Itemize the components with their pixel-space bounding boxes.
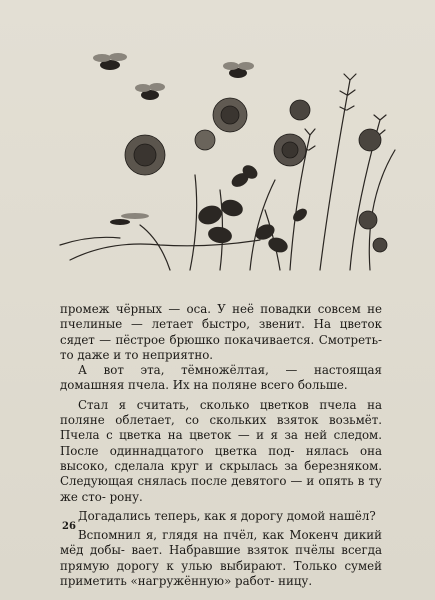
paragraph: Догадались теперь, как я дорогу домой нашёл? [78, 508, 376, 523]
paragraph: Стал я считать, сколько цветков пчела на поляне облетает, со скольких взяток возьмёт. Пчела с цветка на цветок — и я за ней следом. После одиннадцатого цветка под- нялась она высоко, сделала круг и скрылась за березняком. Следующая снялась после девятого — и опять в ту же сто- рону. [60, 397, 383, 504]
paragraph: Вспомнил я, глядя на пчёл, как Мокенч дикий мёд добы- вает. Набравшие взяток пчёлы всегда прямую дорогу к улью выбирают. Только сумей приметить «нагружённую» работ- ницу. [60, 528, 383, 589]
paragraph: промеж чёрных — оса. У неё повадки совсем не пчелиные — летает быстро, звенит. На цветок сядет — пёстрое брюшко покачивается. Смотреть-то даже и то неприятно. [60, 302, 383, 362]
paragraph: А вот эта, тёмножёлтая, — настоящая домашняя пчела. Их на поляне всего больше. [60, 363, 382, 393]
body-text [60, 302, 382, 589]
page-number: 26 [62, 521, 76, 532]
meadow-illustration [50, 40, 410, 275]
